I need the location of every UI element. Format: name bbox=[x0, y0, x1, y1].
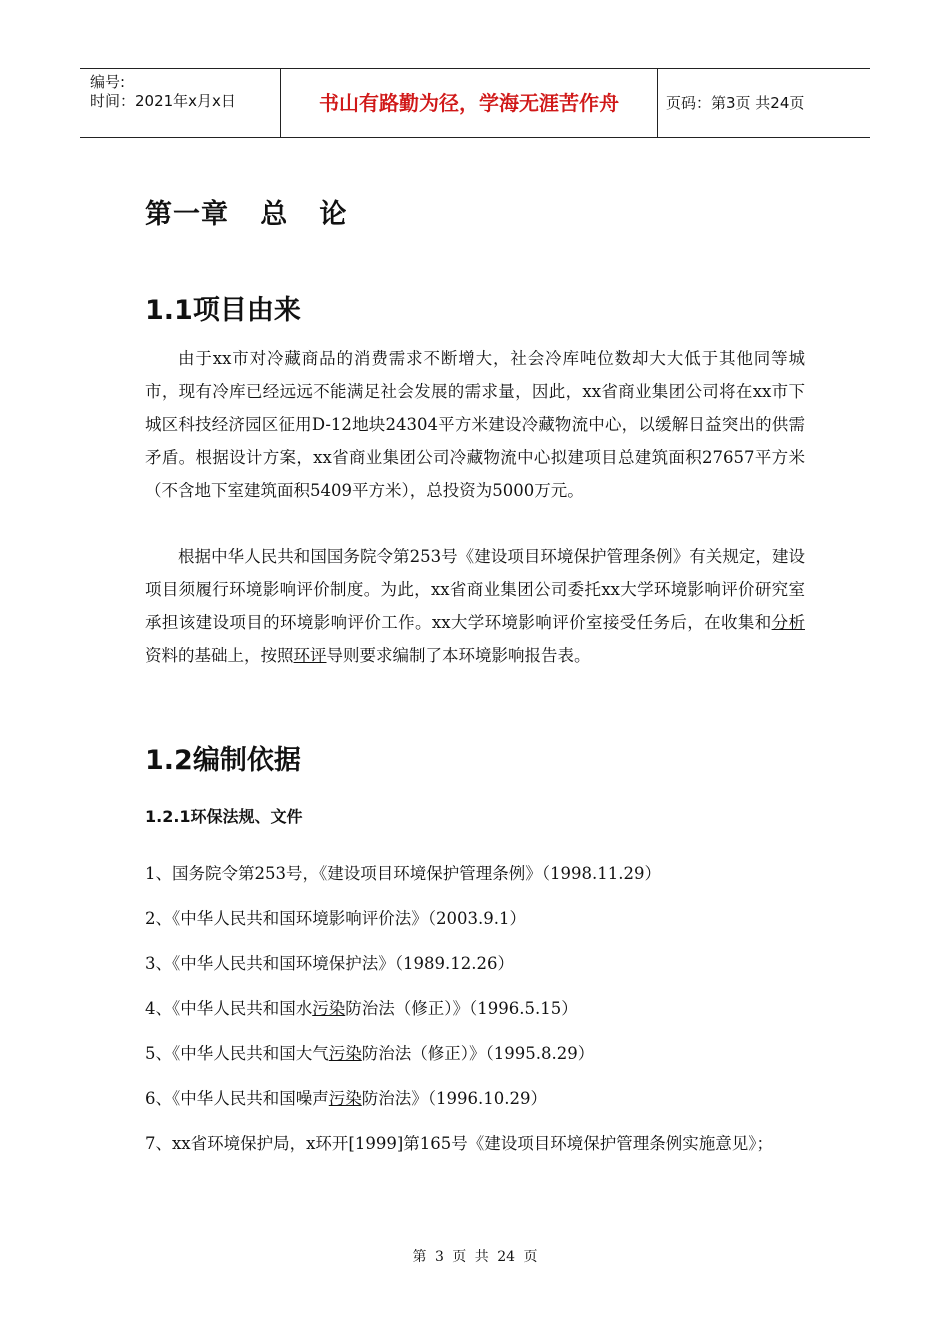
paragraph-2-text-c: 导则要求编制了本环境影响报告表。 bbox=[326, 646, 591, 665]
list-item-text: 防治法（修正）》（1996.5.15） bbox=[345, 999, 578, 1018]
paragraph-2-text-a: 根据中华人民共和国国务院令第253号《建设项目环境保护管理条例》有关规定，建设项目须履行环境影响评价制度。为此，xx省商业集团公司委托xx大学环境影响评价研究室承担该建设项目的环境影响评价工作。xx大学环境影响评价室接受任务后，在收集和 bbox=[145, 547, 805, 632]
list-item-text: 4、《中华人民共和国水 bbox=[145, 999, 313, 1018]
page-footer: 第 3 页 共 24 页 bbox=[412, 1249, 538, 1265]
paragraph-2-text-b: 资料的基础上，按照 bbox=[145, 646, 294, 665]
link-eia[interactable]: 环评 bbox=[293, 646, 327, 665]
header-page-info: 页码：第3页 共24页 bbox=[666, 94, 805, 112]
list-item: 3、《中华人民共和国环境保护法》（1989.12.26） bbox=[145, 954, 514, 973]
paragraph-1: 由于xx市对冷藏商品的消费需求不断增大，社会冷库吨位数却大大低于其他同等城市，现有冷库已经远远不能满足社会发展的需求量，因此，xx省商业集团公司将在xx市下城区科技经济园区征用D-12地块24304平方米建设冷藏物流中心，以缓解日益突出的供需矛盾。根据设计方案，xx省商业集团公司冷藏物流中心拟建项目总建筑面积27657平方米（不含地下室建筑面积5409平方米），总投资为5000万元。 bbox=[145, 349, 805, 500]
list-item bbox=[145, 1077, 805, 1121]
header-motto: 书山有路勤为径，学海无涯苦作舟 bbox=[281, 69, 658, 137]
list-item: 7、xx省环境保护局，x环开[1999]第165号《建设项目环境保护管理条例实施意见》； bbox=[145, 1134, 774, 1153]
chapter-title: 第一章 总 论 bbox=[145, 199, 348, 230]
subsection-title-1-2-1: 1.2.1环保法规、文件 bbox=[145, 807, 303, 826]
doc-time-label: 时间：2021年x月x日 bbox=[90, 92, 236, 110]
link-pollution[interactable]: 污染 bbox=[328, 1044, 362, 1063]
page-header bbox=[80, 68, 870, 138]
list-item bbox=[145, 987, 805, 1031]
list-item-text: 防治法》（1996.10.29） bbox=[361, 1089, 547, 1108]
header-meta-cell bbox=[80, 69, 281, 137]
list-item: 1、国务院令第253号，《建设项目环境保护管理条例》（1998.11.29） bbox=[145, 864, 661, 883]
section-title-1-1: 1.1项目由来 bbox=[145, 295, 301, 326]
link-analysis[interactable]: 分析 bbox=[771, 613, 805, 632]
paragraph-2 bbox=[145, 540, 805, 672]
section-title-1-2: 1.2编制依据 bbox=[145, 745, 301, 776]
list-item-text: 5、《中华人民共和国大气 bbox=[145, 1044, 329, 1063]
list-item bbox=[145, 1032, 805, 1076]
link-pollution[interactable]: 污染 bbox=[312, 999, 346, 1018]
list-item-text: 防治法（修正）》（1995.8.29） bbox=[361, 1044, 595, 1063]
list-item: 2、《中华人民共和国环境影响评价法》（2003.9.1） bbox=[145, 909, 526, 928]
list-item-text: 6、《中华人民共和国噪声 bbox=[145, 1089, 329, 1108]
doc-number-label: 编号: bbox=[90, 73, 126, 91]
link-pollution[interactable]: 污染 bbox=[328, 1089, 362, 1108]
